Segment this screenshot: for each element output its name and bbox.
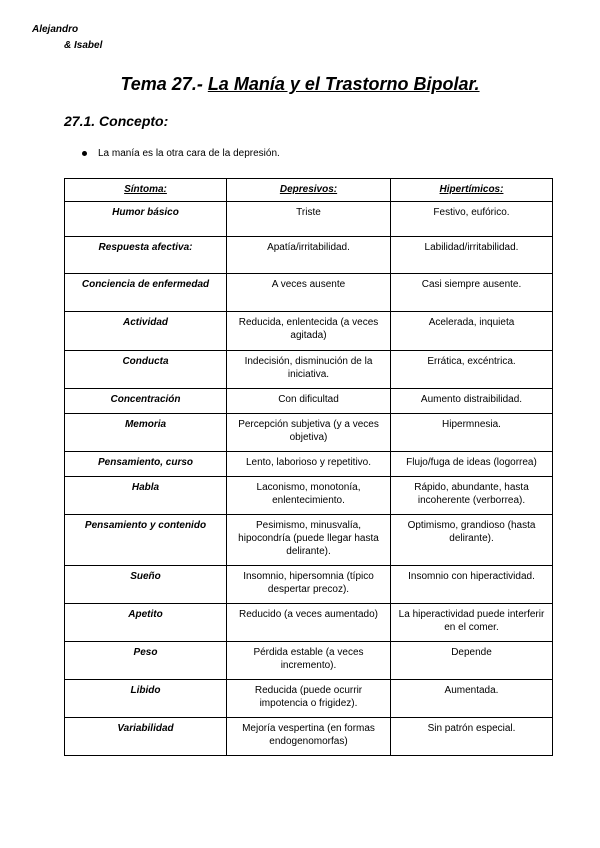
- table-row: [65, 389, 553, 414]
- authors: [32, 22, 102, 54]
- header-depressive: Depresivos:: [227, 179, 391, 202]
- cell-hyperthymic: Depende: [391, 642, 553, 680]
- cell-hyperthymic: Casi siempre ausente.: [391, 274, 553, 312]
- cell-symptom: Humor básico: [65, 202, 227, 237]
- title-main: La Manía y el Trastorno Bipolar.: [207, 74, 480, 94]
- bullet-text: La manía es la otra cara de la depresión.: [98, 148, 280, 159]
- cell-hyperthymic: Aumento distraibilidad.: [391, 389, 553, 414]
- cell-depressive: Indecisión, disminución de la iniciativa.: [227, 351, 391, 389]
- table-row: [65, 274, 553, 312]
- cell-hyperthymic: Insomnio con hiperactividad.: [391, 566, 553, 604]
- table-row: [65, 202, 553, 237]
- cell-symptom: Memoria: [65, 414, 227, 452]
- table-row: [65, 452, 553, 477]
- table-body: [65, 202, 553, 756]
- cell-hyperthymic: Sin patrón especial.: [391, 718, 553, 756]
- cell-hyperthymic: Labilidad/irritabilidad.: [391, 237, 553, 274]
- cell-symptom: Sueño: [65, 566, 227, 604]
- table-row: [65, 718, 553, 756]
- cell-hyperthymic: La hiperactividad puede interferir en el comer.: [391, 604, 553, 642]
- table-header-row: [65, 179, 553, 202]
- cell-depressive: Reducida, enlentecida (a veces agitada): [227, 312, 391, 351]
- symptom-table: [64, 178, 553, 756]
- table-row: [65, 515, 553, 566]
- cell-depressive: Apatía/irritabilidad.: [227, 237, 391, 274]
- table-row: [65, 604, 553, 642]
- cell-symptom: Respuesta afectiva:: [65, 237, 227, 274]
- cell-depressive: Lento, laborioso y repetitivo.: [227, 452, 391, 477]
- table-row: [65, 414, 553, 452]
- author-2: & Isabel: [64, 40, 103, 51]
- cell-symptom: Apetito: [65, 604, 227, 642]
- cell-symptom: Concentración: [65, 389, 227, 414]
- table-row: [65, 312, 553, 351]
- cell-symptom: Habla: [65, 477, 227, 515]
- bullet-item: [82, 148, 280, 159]
- cell-depressive: A veces ausente: [227, 274, 391, 312]
- section-heading: 27.1. Concepto:: [64, 113, 169, 129]
- cell-depressive: Mejoría vespertina (en formas endogenomorfas): [227, 718, 391, 756]
- cell-symptom: Libido: [65, 680, 227, 718]
- cell-hyperthymic: Festivo, eufórico.: [391, 202, 553, 237]
- cell-depressive: Reducido (a veces aumentado): [227, 604, 391, 642]
- cell-depressive: Triste: [227, 202, 391, 237]
- page-title: [0, 74, 600, 95]
- cell-hyperthymic: Errática, excéntrica.: [391, 351, 553, 389]
- table-row: [65, 237, 553, 274]
- cell-hyperthymic: Rápido, abundante, hasta incoherente (verborrea).: [391, 477, 553, 515]
- author-1: Alejandro: [32, 24, 79, 35]
- cell-symptom: Variabilidad: [65, 718, 227, 756]
- cell-symptom: Peso: [65, 642, 227, 680]
- cell-depressive: Insomnio, hipersomnia (típico despertar precoz).: [227, 566, 391, 604]
- cell-depressive: Pérdida estable (a veces incremento).: [227, 642, 391, 680]
- cell-hyperthymic: Aumentada.: [391, 680, 553, 718]
- cell-hyperthymic: Acelerada, inquieta: [391, 312, 553, 351]
- cell-hyperthymic: Hipermnesia.: [391, 414, 553, 452]
- cell-depressive: Laconismo, monotonía, enlentecimiento.: [227, 477, 391, 515]
- table-row: [65, 351, 553, 389]
- cell-hyperthymic: Flujo/fuga de ideas (logorrea): [391, 452, 553, 477]
- table-row: [65, 477, 553, 515]
- cell-symptom: Conciencia de enfermedad: [65, 274, 227, 312]
- cell-depressive: Pesimismo, minusvalía, hipocondría (puede llegar hasta delirante).: [227, 515, 391, 566]
- cell-symptom: Conducta: [65, 351, 227, 389]
- cell-symptom: Pensamiento y contenido: [65, 515, 227, 566]
- header-hyperthymic: Hipertímicos:: [391, 179, 553, 202]
- cell-hyperthymic: Optimismo, grandioso (hasta delirante).: [391, 515, 553, 566]
- cell-depressive: Reducida (puede ocurrir impotencia o frigidez).: [227, 680, 391, 718]
- bullet-icon: [82, 151, 87, 156]
- title-prefix: Tema 27.-: [120, 74, 208, 94]
- cell-depressive: Con dificultad: [227, 389, 391, 414]
- header-symptom: Síntoma:: [65, 179, 227, 202]
- cell-symptom: Pensamiento, curso: [65, 452, 227, 477]
- cell-symptom: Actividad: [65, 312, 227, 351]
- table-row: [65, 642, 553, 680]
- cell-depressive: Percepción subjetiva (y a veces objetiva): [227, 414, 391, 452]
- table-row: [65, 680, 553, 718]
- table-row: [65, 566, 553, 604]
